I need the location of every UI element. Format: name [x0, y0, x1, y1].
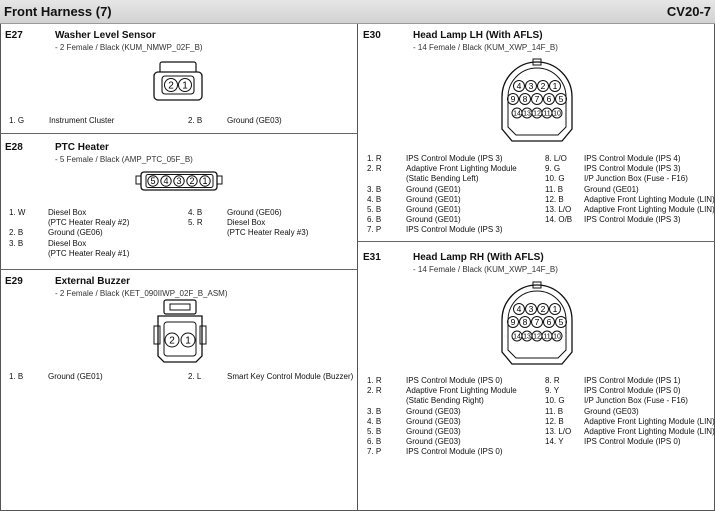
- pin-description: Diesel Box: [48, 208, 87, 217]
- pin-description: IPS Control Module (IPS 0): [584, 386, 681, 396]
- pin-number: 1. R: [367, 376, 382, 385]
- pin-label: 6: [546, 317, 552, 327]
- pin-label: 3: [528, 304, 534, 314]
- pin-description: IPS Control Module (IPS 0): [584, 437, 681, 447]
- pin-description: Ground (GE03): [406, 437, 461, 447]
- pin-number: 10. G: [545, 174, 565, 184]
- pin-description: IPS Control Module (IPS 3): [584, 215, 681, 225]
- pin-number: 2. R: [367, 386, 382, 396]
- pin-description: Adaptive Front Lighting Module (LIN): [584, 416, 715, 426]
- pin-number: 4. B: [367, 416, 382, 426]
- pin-number: 4. B: [188, 208, 203, 217]
- connector-code: E28: [5, 142, 23, 153]
- pin-description: (Static Bending Right): [406, 396, 484, 406]
- pin-number: 8. L/O: [545, 154, 567, 163]
- divider-e27-e28: [0, 133, 357, 134]
- pin-label: 1: [202, 176, 208, 186]
- pin-description: (PTC Heater Realy #3): [227, 228, 309, 238]
- pin-number: 8. R: [545, 376, 560, 385]
- pin-description: Ground (GE03): [227, 116, 282, 125]
- pin-number: 2. B: [9, 228, 24, 238]
- pin-number: 11. B: [545, 184, 564, 194]
- connector-code: E31: [363, 252, 381, 263]
- pin-description: IPS Control Module (IPS 0): [406, 376, 503, 385]
- pin-label: 5: [558, 317, 564, 327]
- pin-label: 9: [510, 317, 516, 327]
- page-code: CV20-7: [666, 4, 711, 19]
- pin-label: 12: [533, 110, 541, 118]
- page-title: Front Harness (7): [4, 4, 112, 19]
- pin-description: (PTC Heater Realy #2): [48, 218, 130, 228]
- pin-label: 1: [552, 304, 558, 314]
- pin-label: 11: [543, 333, 551, 341]
- connector-e29-diagram: [152, 298, 208, 364]
- pin-number: 5. B: [367, 205, 382, 214]
- pin-description: Ground (GE01): [406, 194, 461, 204]
- pin-label: 1: [185, 335, 191, 347]
- pin-number: 2. B: [188, 116, 203, 125]
- connector-name: Washer Level Sensor: [55, 30, 156, 41]
- pin-number: 9. Y: [545, 386, 560, 396]
- pin-description: (Static Bending Left): [406, 174, 479, 184]
- pin-label: 13: [523, 333, 531, 341]
- connector-name: PTC Heater: [55, 142, 109, 153]
- pin-label: 8: [522, 317, 528, 327]
- pin-description: Ground (GE03): [406, 427, 461, 436]
- column-divider: [357, 24, 358, 511]
- connector-name: Head Lamp RH (With AFLS): [413, 252, 544, 263]
- pin-description: Adaptive Front Lighting Module (LIN): [584, 194, 715, 204]
- pin-description: Adaptive Front Lighting Module (LIN): [584, 427, 715, 436]
- pin-label: 1: [552, 81, 558, 91]
- pin-description: I/P Junction Box (Fuse - F16): [584, 174, 688, 184]
- pin-label: 2: [169, 335, 175, 347]
- pin-description: Ground (GE06): [48, 228, 103, 238]
- pin-description: Diesel Box: [227, 218, 266, 228]
- pin-number: 7. P: [367, 225, 382, 235]
- pin-list: [0, 208, 357, 263]
- pin-label: 3: [528, 81, 534, 91]
- pin-description: Ground (GE06): [227, 208, 282, 217]
- pin-description: Ground (GE01): [406, 215, 461, 225]
- connector-code: E30: [363, 30, 381, 41]
- pin-number: 6. B: [367, 215, 382, 225]
- pin-label: 1: [182, 80, 188, 92]
- pin-label: 10: [553, 333, 561, 341]
- pin-description: Ground (GE03): [406, 416, 461, 426]
- divider-e28-e29: [0, 269, 357, 270]
- pin-number: 13. L/O: [545, 427, 572, 436]
- pin-number: 3. B: [367, 184, 382, 194]
- pin-description: Diesel Box: [48, 238, 87, 248]
- pin-label: 7: [534, 94, 540, 104]
- pin-number: 1. R: [367, 154, 382, 163]
- pin-label: 14: [513, 333, 521, 341]
- connector-name: Head Lamp LH (With AFLS): [413, 30, 543, 41]
- pin-description: Ground (GE01): [406, 184, 461, 194]
- pin-label: 7: [534, 317, 540, 327]
- pin-description: IPS Control Module (IPS 3): [406, 154, 503, 163]
- pin-number: 1. B: [9, 372, 24, 381]
- pin-description: IPS Control Module (IPS 1): [584, 376, 681, 385]
- pin-description: Ground (GE03): [406, 406, 461, 416]
- pin-number: 10. G: [545, 396, 565, 406]
- connector-code: E27: [5, 30, 23, 41]
- pin-label: 4: [516, 304, 522, 314]
- connector-name: External Buzzer: [55, 276, 131, 287]
- pin-description: IPS Control Module (IPS 4): [584, 154, 681, 163]
- pin-description: Adaptive Front Lighting Module (LIN): [584, 205, 715, 214]
- connector-e30-diagram: [492, 55, 582, 145]
- connector-spec: - 5 Female / Black (AMP_PTC_05F_B): [55, 155, 193, 164]
- pin-label: 2: [540, 81, 546, 91]
- pin-number: 14. O/B: [545, 215, 573, 225]
- pin-description: Smart Key Control Module (Buzzer): [227, 372, 354, 381]
- pin-number: 7. P: [367, 447, 382, 457]
- pin-number: 5. B: [367, 427, 382, 436]
- pin-label: 3: [176, 176, 182, 186]
- pin-label: 14: [513, 110, 521, 118]
- pin-label: 2: [189, 176, 195, 186]
- pin-label: 6: [546, 94, 552, 104]
- pin-description: Ground (GE03): [584, 406, 639, 416]
- pin-number: 14. Y: [545, 437, 564, 447]
- pin-number: 2. L: [188, 372, 202, 381]
- pin-number: 2. R: [367, 164, 382, 174]
- pin-description: Ground (GE01): [584, 184, 639, 194]
- pin-description: I/P Junction Box (Fuse - F16): [584, 396, 688, 406]
- pin-number: 9. G: [545, 164, 561, 174]
- pin-label: 5: [150, 176, 156, 186]
- connector-code: E29: [5, 276, 23, 287]
- pin-description: Ground (GE01): [406, 205, 461, 214]
- pin-label: 2: [168, 80, 174, 92]
- pin-number: 3. B: [367, 406, 382, 416]
- pin-number: 1. W: [9, 208, 26, 217]
- pin-description: IPS Control Module (IPS 3): [584, 164, 681, 174]
- connector-e28-diagram: [134, 170, 224, 194]
- pin-number: 12. B: [545, 194, 564, 204]
- pin-description: Instrument Cluster: [49, 116, 115, 125]
- pin-number: 3. B: [9, 238, 24, 248]
- pin-number: 12. B: [545, 416, 564, 426]
- pin-label: 4: [516, 81, 522, 91]
- pin-number: 4. B: [367, 194, 382, 204]
- divider-e30-e31: [358, 241, 715, 242]
- pin-description: (PTC Heater Realy #1): [48, 248, 130, 258]
- pin-description: Adaptive Front Lighting Module: [406, 386, 517, 396]
- pin-label: 10: [553, 110, 561, 118]
- pin-label: 12: [533, 333, 541, 341]
- connector-e27-diagram: [150, 58, 206, 106]
- pin-number: 6. B: [367, 437, 382, 447]
- pin-description: Adaptive Front Lighting Module: [406, 164, 517, 174]
- pin-number: 5. R: [188, 218, 203, 228]
- pin-number: 11. B: [545, 406, 564, 416]
- pin-number: 1. G: [9, 116, 25, 125]
- pin-number: 13. L/O: [545, 205, 572, 214]
- pin-label: 2: [540, 304, 546, 314]
- pin-label: 13: [523, 110, 531, 118]
- connector-e31-diagram: [492, 278, 582, 368]
- pin-description: Ground (GE01): [48, 372, 103, 381]
- pin-label: 8: [522, 94, 528, 104]
- page-header: [0, 0, 715, 24]
- connector-spec: - 2 Female / Black (KET_090IIWP_02F_B_ASM): [55, 289, 228, 298]
- pin-label: 4: [163, 176, 169, 186]
- pin-label: 9: [510, 94, 516, 104]
- pin-description: IPS Control Module (IPS 0): [406, 447, 503, 457]
- pin-label: 5: [558, 94, 564, 104]
- connector-spec: - 14 Female / Black (KUM_XWP_14F_B): [413, 265, 558, 274]
- connector-spec: - 14 Female / Black (KUM_XWP_14F_B): [413, 43, 558, 52]
- pin-description: IPS Control Module (IPS 3): [406, 225, 503, 235]
- pin-label: 11: [543, 110, 551, 118]
- connector-spec: - 2 Female / Black (KUM_NMWP_02F_B): [55, 43, 203, 52]
